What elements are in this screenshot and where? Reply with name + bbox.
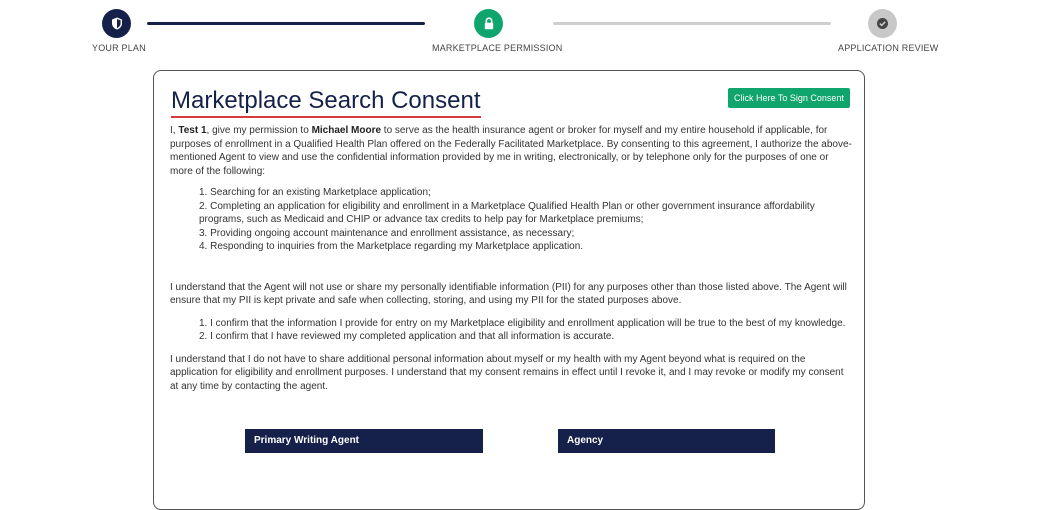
- list-item: 1. Searching for an existing Marketplace application;: [199, 187, 431, 198]
- pii-paragraph: I understand that the Agent will not use or share my personally identifiable information (PII) for any purposes other than those listed above. The Agent will ensure that my PII is kept private and safe when collecting, storing, and using my PII for the stated purposes above.: [170, 281, 847, 306]
- step-application-review[interactable]: [868, 9, 897, 38]
- intro-mid: , give my permission to: [206, 125, 312, 136]
- agent-name: Michael Moore: [311, 125, 382, 136]
- consent-body: [170, 124, 854, 393]
- step-marketplace-permission[interactable]: [474, 9, 503, 38]
- list-item: 4. Responding to inquiries from the Marketplace regarding my Marketplace application.: [199, 241, 584, 252]
- closing-paragraph: I understand that I do not have to share additional personal information about myself or my health with my Agent beyond what is required on the application for eligibility and enrollment purposes. I understand that my consent remains in effect until I revoke it, and I may revoke or modify my consent at any time by contacting the agent.: [170, 353, 844, 392]
- list-item: 2. Completing an application for eligibility and enrollment in a Marketplace Qualified Health Plan or other government insurance affordability programs, such as Medicaid and CHIP or advance tax credits to help pay for Marketplace premiums;: [199, 200, 815, 225]
- step-label-application-review: APPLICATION REVIEW: [838, 43, 939, 53]
- confirmations-list: [170, 317, 854, 344]
- list-item: 1. I confirm that the information I provide for entry on my Marketplace eligibility and enrollment application will be true to the best of my knowledge.: [199, 317, 846, 329]
- step-label-your-plan: YOUR PLAN: [92, 43, 146, 53]
- agency-header: Agency: [558, 429, 775, 453]
- primary-writing-agent-header: Primary Writing Agent: [245, 429, 483, 453]
- intro-prefix: I,: [170, 125, 179, 136]
- list-item: 3. Providing ongoing account maintenance and enrollment assistance, as necessary;: [199, 227, 575, 239]
- consent-card: [153, 70, 865, 510]
- intro-rest: to serve as the health insurance agent or broker for myself and my entire household if applicable, for purposes of enrollment in a Qualified Health Plan offered on the Federally Facilitated Marketplace. By consenting to this agreement, I authorize the above-mentioned Agent to view and use the confidential information provided by me in writing, electronically, or by telephone only for the purposes of one or more of the following:: [170, 125, 852, 177]
- step-label-marketplace-permission: MARKETPLACE PERMISSION: [432, 43, 563, 53]
- purposes-list: [170, 186, 854, 254]
- lock-icon: [483, 17, 495, 30]
- check-circle-icon: [876, 17, 889, 30]
- shield-icon: [111, 17, 123, 30]
- stepper-connector-complete: [147, 22, 425, 25]
- step-your-plan[interactable]: [102, 9, 131, 38]
- stepper-connector-pending: [553, 22, 831, 25]
- sign-consent-button[interactable]: Click Here To Sign Consent: [728, 88, 850, 108]
- list-item: 2. I confirm that I have reviewed my completed application and that all information is accurate.: [199, 331, 615, 342]
- intro-paragraph: [170, 124, 854, 178]
- progress-stepper: [0, 0, 1052, 60]
- client-name: Test 1: [178, 125, 207, 136]
- page-title: Marketplace Search Consent: [171, 87, 481, 118]
